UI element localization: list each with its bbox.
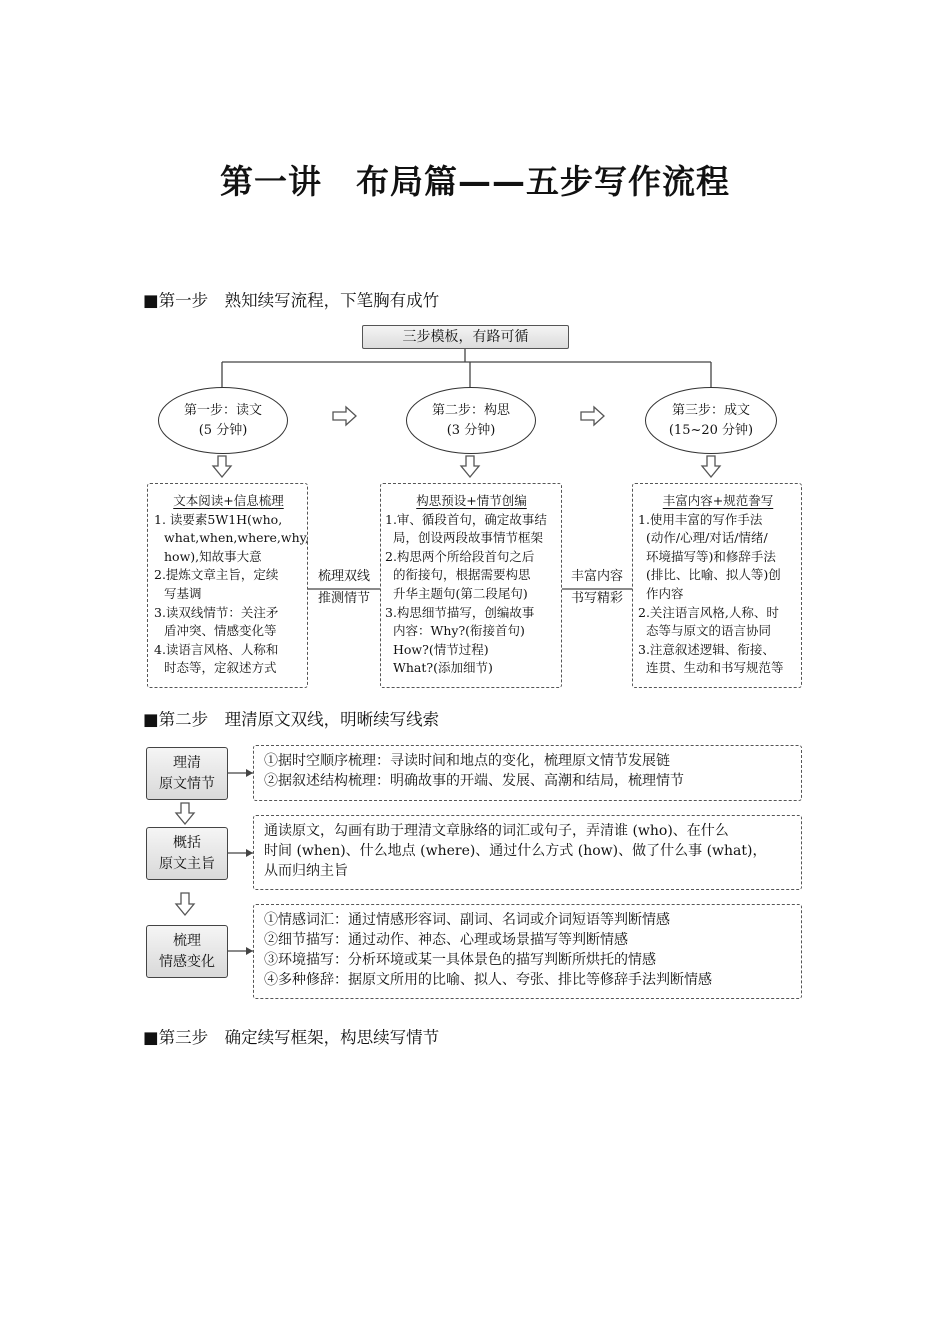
box-line: 2.构思两个所给段首句之后 xyxy=(385,548,535,564)
connector-line2: 书写精彩 xyxy=(570,591,623,606)
box-line: 盾冲突、情感变化等 xyxy=(164,623,277,639)
box-line: 2.提炼文章主旨，定续 xyxy=(154,567,279,583)
right-arrow-icon xyxy=(581,407,604,425)
step2-heading: ■第二步 理清原文双线，明晰续写线索 xyxy=(143,710,440,729)
box-line: how),知故事大意 xyxy=(164,548,262,564)
box-line: 1.使用丰富的写作手法 xyxy=(638,511,763,527)
read-box xyxy=(147,483,308,688)
connector-line1: 梳理双线 xyxy=(317,569,370,584)
box-header: 丰富内容+规范誊写 xyxy=(662,493,774,508)
detail-line: ①据时空顺序梳理：寻读时间和地点的变化，梳理原文情节发展链 xyxy=(264,753,670,769)
box-line: 3.读双线情节：关注矛 xyxy=(154,604,279,620)
detail-line: 从而归纳主旨 xyxy=(264,863,348,879)
box-line: 环境描写等)和修辞手法 xyxy=(646,548,776,564)
box-line: 局，创设两段故事情节框架 xyxy=(393,530,544,546)
detail-line: ③环境描写：分析环境或某一具体景色的描写判断所烘托的情感 xyxy=(264,952,656,968)
box-line: 态等与原文的语言协同 xyxy=(646,623,772,639)
box-line: 1.审、循段首句，确定故事结 xyxy=(385,511,547,527)
down-arrow-icon xyxy=(176,893,194,915)
connector-line2: 推测情节 xyxy=(317,591,370,606)
box-line: 写基调 xyxy=(164,585,202,601)
label-line: 情感变化 xyxy=(159,953,215,970)
box-line: 2.关注语言风格,人称、时 xyxy=(638,604,779,620)
detail-line: 通读原文，勾画有助于理清文章脉络的词汇或句子，弄清谁 (who)、在什么 xyxy=(264,823,729,839)
box-line: 升华主题句(第二段尾句) xyxy=(393,585,528,601)
box-line: 4.读语言风格、人称和 xyxy=(154,641,279,657)
box-line: 的衔接句，根据需要构思 xyxy=(393,567,531,583)
box-line: 连贯、生动和书写规范等 xyxy=(646,660,784,676)
box-line: How?(情节过程) xyxy=(393,641,489,657)
detail-line: 时间 (when)、什么地点 (where)、通过什么方式 (how)、做了什么事 (what)， xyxy=(264,843,767,859)
stage-oval-2 xyxy=(406,387,536,454)
detail-line: ②据叙述结构梳理：明确故事的开端、发展、高潮和结局，梳理情节 xyxy=(264,773,684,789)
box-line: (排比、比喻、拟人等)创 xyxy=(646,567,781,583)
write-box xyxy=(632,483,802,688)
stage-time: (15~20 分钟) xyxy=(668,422,754,438)
connector-label-1 xyxy=(308,566,380,610)
stage-title: 第一步：读文 xyxy=(183,402,262,418)
label-line: 原文主旨 xyxy=(159,855,215,872)
stage-oval-3 xyxy=(645,387,777,454)
stage-title: 第二步：构思 xyxy=(431,402,510,418)
theme-detail-box xyxy=(253,815,802,890)
box-header: 构思预设+情节创编 xyxy=(416,493,527,508)
stage-title: 第三步：成文 xyxy=(671,402,750,418)
box-line: 作内容 xyxy=(646,585,684,601)
connector-line1: 丰富内容 xyxy=(570,569,623,584)
detail-line: ①情感词汇：通过情感形容词、副词、名词或介词短语等判断情感 xyxy=(264,912,670,928)
label-line: 梳理 xyxy=(173,932,201,949)
box-line: 内容：Why?(衔接首句) xyxy=(393,623,525,639)
down-arrow-icon xyxy=(461,456,479,477)
template-banner: 三步模板，有路可循 xyxy=(362,325,569,349)
box-line: 时态等，定叙述方式 xyxy=(164,660,277,676)
label-theme xyxy=(146,827,228,880)
box-header: 文本阅读+信息梳理 xyxy=(173,493,284,508)
step3-heading: ■第三步 确定续写框架，构思续写情节 xyxy=(143,1028,440,1047)
box-line: 1. 读要素5W1H(who, xyxy=(154,511,283,527)
label-plot xyxy=(146,747,228,800)
label-line: 原文情节 xyxy=(159,775,215,792)
detail-line: ②细节描写：通过动作、神态、心理或场景描写等判断情感 xyxy=(264,932,628,948)
down-arrow-icon xyxy=(176,803,194,824)
emotion-detail-box xyxy=(253,904,802,999)
detail-line: ④多种修辞：据原文所用的比喻、拟人、夸张、排比等修辞手法判断情感 xyxy=(264,972,712,988)
label-line: 理清 xyxy=(173,754,201,771)
page-title: 第一讲 布局篇——五步写作流程 xyxy=(220,162,730,201)
label-emotion xyxy=(146,925,228,978)
box-line: What?(添加细节) xyxy=(393,660,493,676)
right-arrow-icon xyxy=(333,407,356,425)
box-line: 3.注意叙述逻辑、衔接、 xyxy=(638,641,775,657)
stage-oval-1 xyxy=(158,387,288,454)
stage-time: (3 分钟) xyxy=(446,422,496,438)
box-line: (动作/心理/对话/情绪/ xyxy=(646,530,768,546)
plot-detail-box xyxy=(253,745,802,801)
label-line: 概括 xyxy=(173,834,201,851)
box-line: 3.构思细节描写，创编故事 xyxy=(385,604,535,620)
down-arrow-icon xyxy=(213,456,231,477)
step1-heading: ■第一步 熟知续写流程，下笔胸有成竹 xyxy=(143,291,440,310)
stage-time: (5 分钟) xyxy=(198,422,248,438)
connector-label-2 xyxy=(562,566,632,610)
box-line: what,when,where,why, xyxy=(164,530,309,546)
plan-box xyxy=(380,483,562,688)
down-arrow-icon xyxy=(702,456,720,477)
